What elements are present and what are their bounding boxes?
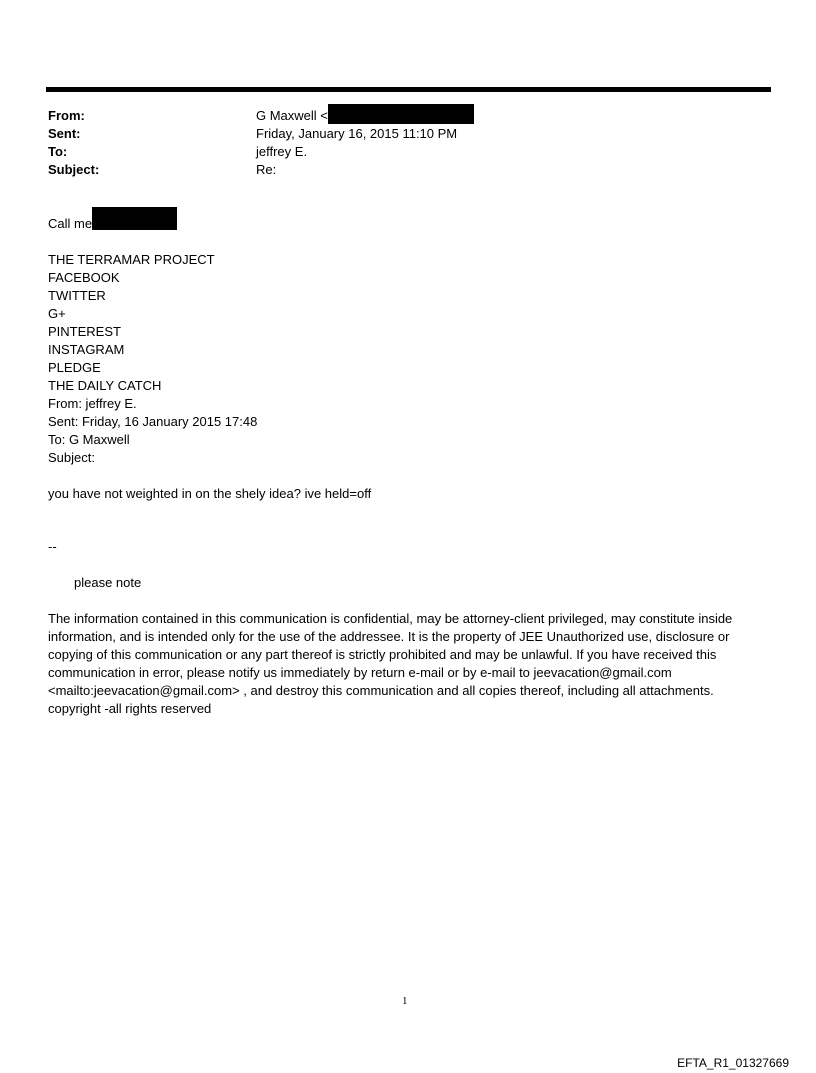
to-value: jeffrey E.: [256, 144, 308, 159]
call-me-text: Call me: [48, 216, 93, 231]
from-sender: G Maxwell <: [256, 108, 328, 123]
header-divider: [46, 87, 771, 92]
signature-link: THE TERRAMAR PROJECT: [48, 252, 215, 267]
signature-link: FACEBOOK: [48, 270, 120, 285]
signature-link: THE DAILY CATCH: [48, 378, 162, 393]
quoted-subject: Subject:: [48, 450, 95, 465]
confidentiality-disclaimer: [48, 610, 768, 718]
from-label: From:: [48, 108, 85, 123]
signature-link: G+: [48, 306, 66, 321]
sent-label: Sent:: [48, 126, 81, 141]
subject-label: Subject:: [48, 162, 100, 177]
quoted-sent: Sent: Friday, 16 January 2015 17:48: [48, 414, 258, 429]
signature-link: INSTAGRAM: [48, 342, 125, 357]
signature-link: PINTEREST: [48, 324, 121, 339]
disclaimer-text: The information contained in this communication is confidential, may be attorney-client privileged, may constitute inside information, and is intended only for the use of the addressee. It is the property of JEE Unauthorized use, disclosure or copying of this communication or any part thereof is strictly prohibited and may be unlawful. If you have received this communication in error, please notify us immediately by return e-mail or by e-mail to jeevacation@gmail.com <mailto:jeevacation@gmail.com> , and destroy this communication and all copies thereof, including all attachments. copyright -all rights reserved: [48, 611, 733, 716]
sent-value: Friday, January 16, 2015 11:10 PM: [256, 126, 458, 141]
quoted-to: To: G Maxwell: [48, 432, 130, 447]
signature-separator: --: [48, 539, 57, 554]
from-value: [256, 107, 474, 125]
redaction-box: [328, 104, 474, 124]
please-note: please note: [74, 575, 142, 590]
call-me-line: [48, 215, 177, 233]
page-number: 1: [402, 995, 408, 1007]
subject-value: Re:: [256, 162, 277, 177]
signature-link: PLEDGE: [48, 360, 101, 375]
signature-link: TWITTER: [48, 288, 106, 303]
quoted-message: you have not weighted in on the shely idea? ive held=off: [48, 486, 372, 501]
bates-number: EFTA_R1_01327669: [677, 1056, 789, 1070]
to-label: To:: [48, 144, 68, 159]
redaction-box: [92, 207, 177, 230]
quoted-from: From: jeffrey E.: [48, 396, 137, 411]
